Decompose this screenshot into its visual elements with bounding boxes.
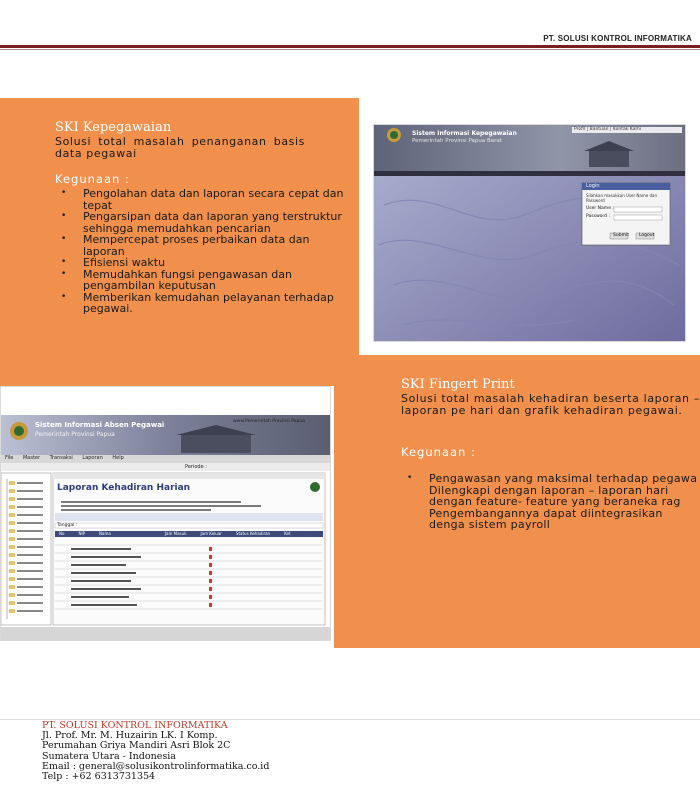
section2-intro: Solusi total masalah kehadiran beserta laporan – laporan pe hari dan grafik kehadiran pegawai. — [401, 392, 700, 417]
username-label: User Name : — [586, 206, 614, 211]
login-box-title[interactable]: Login — [586, 183, 600, 189]
attendance-top-right: www.Pemerintah Provinsi Papua — [233, 419, 305, 424]
section2-list — [401, 473, 700, 531]
report-table-header — [59, 531, 291, 536]
section1-kegunaan-label: Kegunaan : — [55, 172, 130, 186]
menu-item[interactable]: File — [5, 455, 14, 461]
report-tanggal-label: Tanggal : — [57, 523, 78, 528]
section1-title: SKI Kepegawaian — [55, 120, 172, 135]
login-app-subtitle: Pemerintah Provinsi Papua Barat — [412, 138, 502, 144]
table-header-cell: NIP — [78, 531, 86, 536]
login-app-title: Sistem Informasi Kepegawaian — [412, 130, 517, 137]
menu-item[interactable]: Master — [22, 455, 41, 461]
section1-text — [55, 120, 350, 315]
login-note: Silahkan masukkan User Name dan Password — [586, 193, 658, 203]
list-item: • Pengarsipan data dan laporan yang terstruktur sehingga memudahkan pencarian — [55, 211, 350, 234]
section1-intro: Solusi total masalah penanganan basis data pegawai — [55, 135, 305, 160]
list-item: • Efisiensi waktu — [55, 257, 350, 269]
section1-list — [55, 188, 350, 315]
section2-text — [401, 377, 700, 531]
table-header-cell: Jam Keluar — [200, 531, 222, 536]
list-item: • Pengolahan data dan laporan secara cepat dan tepat — [55, 188, 350, 211]
table-header-cell: Nama — [99, 531, 111, 536]
footer-address-1: Jl. Prof. Mr. M. Huzairin LK. I Komp. — [42, 730, 218, 742]
report-title: Laporan Kehadiran Harian — [57, 483, 191, 493]
section2-kegunaan-label: Kegunaan : — [401, 445, 476, 459]
attendance-menu-bar — [5, 455, 124, 461]
submit-button[interactable]: Submit — [613, 233, 629, 238]
menu-item[interactable]: Help — [112, 455, 124, 461]
attendance-app-title: Sistem Informasi Absen Pegawai — [35, 421, 165, 429]
list-item: • Memberikan kemudahan pelayanan terhadap pegawai. — [55, 292, 350, 315]
footer — [42, 721, 269, 782]
table-header-cell: Ket — [284, 531, 291, 536]
section1-screenshot — [373, 124, 686, 342]
menu-item[interactable]: Laporan — [82, 455, 103, 461]
login-top-links: Profil | Bantuan | Kontak Kami — [574, 127, 642, 132]
attendance-app-subtitle: Pemerintah Provinsi Papua — [35, 431, 115, 438]
list-item: • Pengawasan yang maksimal terhadap pegawa Dilengkapi dengan laporan – laporan hari dengan feature- feature yang beraneka rag Pengembangannya dapat diintegrasikan denga sistem payroll — [401, 473, 700, 531]
menu-item[interactable]: Transaksi — [49, 455, 73, 461]
list-item: • Mempercepat proses perbaikan data dan laporan — [55, 234, 350, 257]
footer-phone: Telp : +62 6313731354 — [42, 771, 156, 783]
footer-email[interactable]: Email : general@solusikontrolinformatika.co.id — [42, 760, 270, 772]
header-company: PT. SOLUSI KONTROL INFORMATIKA — [543, 34, 692, 43]
attendance-periode-label: Periode : — [185, 464, 207, 470]
footer-address-3: Sumatera Utara - Indonesia — [42, 750, 176, 762]
table-header-cell: Status Kehadiran — [235, 531, 271, 536]
table-header-cell: No — [59, 531, 65, 536]
table-header-cell: Jam Masuk — [164, 531, 187, 536]
section2-title: SKI Fingert Print — [401, 377, 515, 392]
list-item: • Memudahkan fungsi pengawasan dan pengambilan keputusan — [55, 269, 350, 292]
logout-button[interactable]: Logout — [639, 233, 655, 238]
password-label: Password : — [586, 214, 610, 219]
footer-address-2: Perumahan Griya Mandiri Asri Blok 2C — [42, 740, 231, 752]
section2-screenshot — [0, 386, 331, 641]
header-divider-thin — [0, 49, 700, 50]
footer-company: PT. SOLUSI KONTROL INFORMATIKA — [42, 720, 228, 731]
header-divider — [0, 45, 700, 48]
